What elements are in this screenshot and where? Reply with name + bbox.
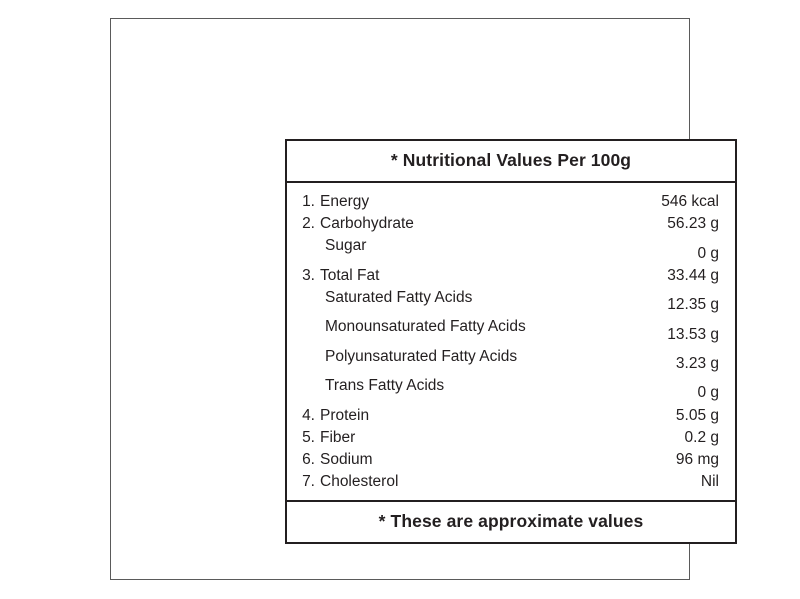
nutrient-value: 13.53 g xyxy=(667,325,719,343)
nutrient-value: 0.2 g xyxy=(684,428,719,446)
nutrient-value: 56.23 g xyxy=(667,215,719,233)
nutrient-label xyxy=(293,375,444,397)
nutrient-index: 5. xyxy=(302,428,315,446)
nutrient-row xyxy=(293,427,719,449)
nutrient-index: 4. xyxy=(302,406,315,424)
nutrient-name: Trans Fatty Acids xyxy=(325,377,445,395)
nutrient-index xyxy=(293,287,320,309)
nutrient-index: 2. xyxy=(302,215,315,233)
nutrient-row xyxy=(293,235,719,264)
nutrient-index: 1. xyxy=(302,193,315,210)
nutrient-value: 33.44 g xyxy=(667,266,719,284)
nutrition-table-body xyxy=(287,183,735,500)
nutrient-label xyxy=(293,235,366,257)
nutrient-index: 6. xyxy=(302,451,315,469)
nutrient-name: Cholesterol xyxy=(320,473,399,491)
nutrient-name: Polyunsaturated Fatty Acids xyxy=(325,347,518,365)
nutrient-value: Nil xyxy=(700,473,719,491)
nutrient-value: 5.05 g xyxy=(675,406,719,424)
nutrient-name: Fiber xyxy=(320,428,356,446)
nutrient-row xyxy=(293,265,719,287)
nutrient-name: Energy xyxy=(320,193,370,210)
nutrient-name: Saturated Fatty Acids xyxy=(325,289,473,307)
nutrient-row xyxy=(293,191,719,213)
nutrient-value: 12.35 g xyxy=(667,296,719,314)
nutrient-index xyxy=(293,235,320,257)
nutrient-row xyxy=(293,346,719,375)
nutrient-label xyxy=(293,449,373,471)
nutrition-facts-table xyxy=(285,139,737,544)
nutrient-name: Carbohydrate xyxy=(320,215,414,233)
nutrient-name: Sugar xyxy=(325,237,367,255)
nutrient-label xyxy=(293,471,398,493)
nutrient-index xyxy=(293,316,320,338)
nutrient-row xyxy=(293,213,719,235)
nutrient-name: Monounsaturated Fatty Acids xyxy=(325,318,526,336)
nutrient-row xyxy=(293,405,719,427)
nutrient-label xyxy=(293,213,414,235)
nutrient-value: 546 kcal xyxy=(661,193,719,210)
nutrient-name: Sodium xyxy=(320,451,373,469)
nutrient-label xyxy=(293,346,517,368)
nutrition-table-footnote: * These are approximate values xyxy=(287,500,735,542)
nutrient-row xyxy=(293,287,719,316)
nutrient-index: 7. xyxy=(302,473,315,491)
nutrient-index xyxy=(293,346,320,368)
nutrient-label xyxy=(293,191,369,213)
nutrient-name: Protein xyxy=(320,406,370,424)
nutrient-index xyxy=(293,375,320,397)
nutrient-value: 96 mg xyxy=(675,451,719,469)
nutrient-label xyxy=(293,287,472,309)
nutrition-table-title: * Nutritional Values Per 100g xyxy=(287,141,735,183)
nutrient-name: Total Fat xyxy=(320,266,380,284)
nutrient-value: 0 g xyxy=(697,384,719,402)
nutrient-value: 3.23 g xyxy=(675,355,719,373)
nutrient-label xyxy=(293,265,379,287)
nutrient-label xyxy=(293,427,355,449)
nutrient-label xyxy=(293,405,369,427)
nutrient-index: 3. xyxy=(302,266,315,284)
nutrient-row xyxy=(293,471,719,493)
nutrient-value: 0 g xyxy=(697,244,719,262)
label-outer-frame xyxy=(110,18,719,580)
nutrient-row xyxy=(293,375,719,404)
nutrient-row xyxy=(293,316,719,345)
nutrient-label xyxy=(293,316,526,338)
nutrient-row xyxy=(293,449,719,471)
